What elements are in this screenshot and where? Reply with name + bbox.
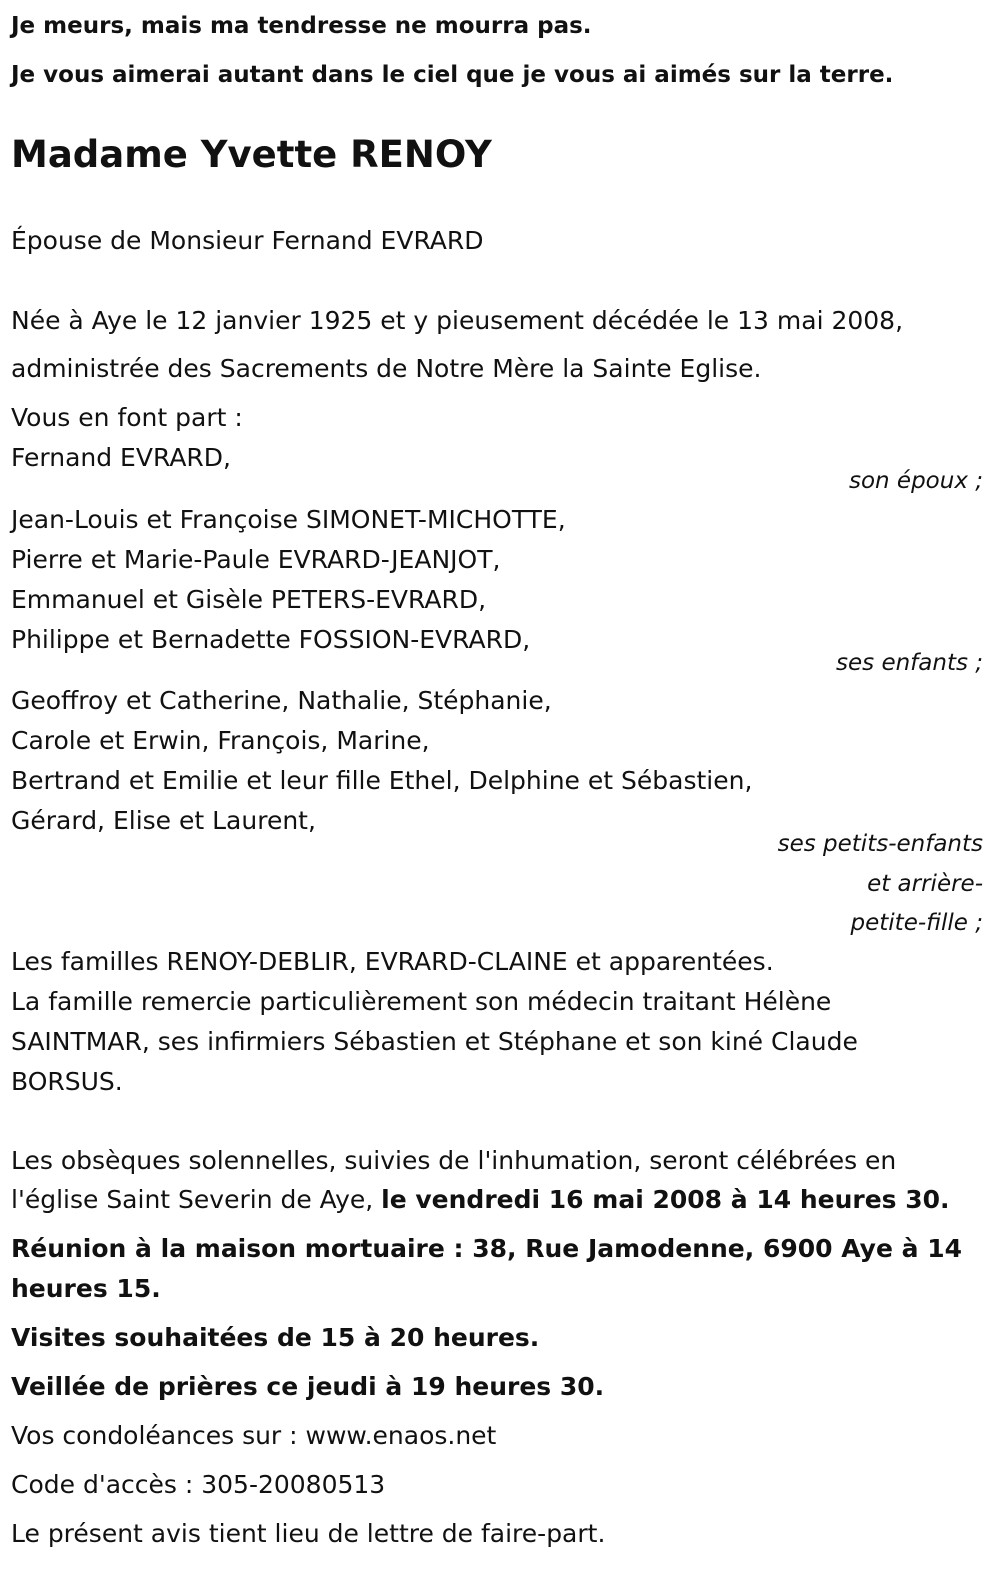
grandchildren-relation-line: ses petits-enfants bbox=[777, 831, 983, 857]
vigil-line: Veillée de prières ce jeudi à 19 heures 30. bbox=[11, 1372, 605, 1401]
notice-line: Le présent avis tient lieu de lettre de faire-part. bbox=[11, 1519, 606, 1548]
children-relation: ses enfants ; bbox=[836, 650, 983, 676]
child-line: Emmanuel et Gisèle PETERS-EVRARD, bbox=[11, 585, 487, 614]
thanks-line: La famille remercie particulièrement son médecin traitant Hélène bbox=[11, 987, 832, 1016]
epigraph-line-2: Je vous aimerai autant dans le ciel que je vous ai aimés sur la terre. bbox=[11, 62, 894, 88]
child-line: Pierre et Marie-Paule EVRARD-JEANJOT, bbox=[11, 545, 501, 574]
spouse-relation: son époux ; bbox=[848, 468, 983, 494]
deceased-name: Madame Yvette RENOY bbox=[11, 133, 492, 176]
spouse-name: Fernand EVRARD, bbox=[11, 443, 231, 472]
birth-death-line-1: Née à Aye le 12 janvier 1925 et y pieusement décédée le 13 mai 2008, bbox=[11, 306, 904, 335]
condolences-line: Vos condoléances sur : www.enaos.net bbox=[11, 1421, 497, 1450]
child-line: Philippe et Bernadette FOSSION-EVRARD, bbox=[11, 625, 531, 654]
epigraph-line-1: Je meurs, mais ma tendresse ne mourra pas. bbox=[11, 13, 592, 39]
grandchildren-relation-line: petite-fille ; bbox=[850, 910, 983, 936]
thanks-line: SAINTMAR, ses infirmiers Sébastien et Stéphane et son kiné Claude bbox=[11, 1027, 858, 1056]
grandchild-line: Bertrand et Emilie et leur fille Ethel, Delphine et Sébastien, bbox=[11, 766, 753, 795]
access-code-line: Code d'accès : 305-20080513 bbox=[11, 1470, 386, 1499]
meeting-line: Réunion à la maison mortuaire : 38, Rue Jamodenne, 6900 Aye à 14 bbox=[11, 1234, 963, 1263]
visits-line: Visites souhaitées de 15 à 20 heures. bbox=[11, 1323, 540, 1352]
funeral-datetime: le vendredi 16 mai 2008 à 14 heures 30. bbox=[381, 1185, 950, 1214]
funeral-line-1: Les obsèques solennelles, suivies de l'inhumation, seront célébrées en bbox=[11, 1146, 897, 1175]
spouse-line: Épouse de Monsieur Fernand EVRARD bbox=[11, 226, 484, 255]
announcement-intro: Vous en font part : bbox=[11, 403, 243, 432]
grandchildren-relation-line: et arrière- bbox=[867, 871, 983, 897]
child-line: Jean-Louis et Françoise SIMONET-MICHOTTE, bbox=[11, 505, 566, 534]
grandchild-line: Geoffroy et Catherine, Nathalie, Stéphanie, bbox=[11, 686, 552, 715]
grandchild-line: Gérard, Elise et Laurent, bbox=[11, 806, 316, 835]
funeral-church: l'église Saint Severin de Aye, bbox=[11, 1185, 382, 1214]
birth-death-line-2: administrée des Sacrements de Notre Mère la Sainte Eglise. bbox=[11, 354, 762, 383]
meeting-line: heures 15. bbox=[11, 1274, 161, 1303]
funeral-line-2 bbox=[11, 1185, 950, 1215]
thanks-line: BORSUS. bbox=[11, 1067, 123, 1096]
families-line: Les familles RENOY-DEBLIR, EVRARD-CLAINE et apparentées. bbox=[11, 947, 774, 976]
grandchild-line: Carole et Erwin, François, Marine, bbox=[11, 726, 430, 755]
